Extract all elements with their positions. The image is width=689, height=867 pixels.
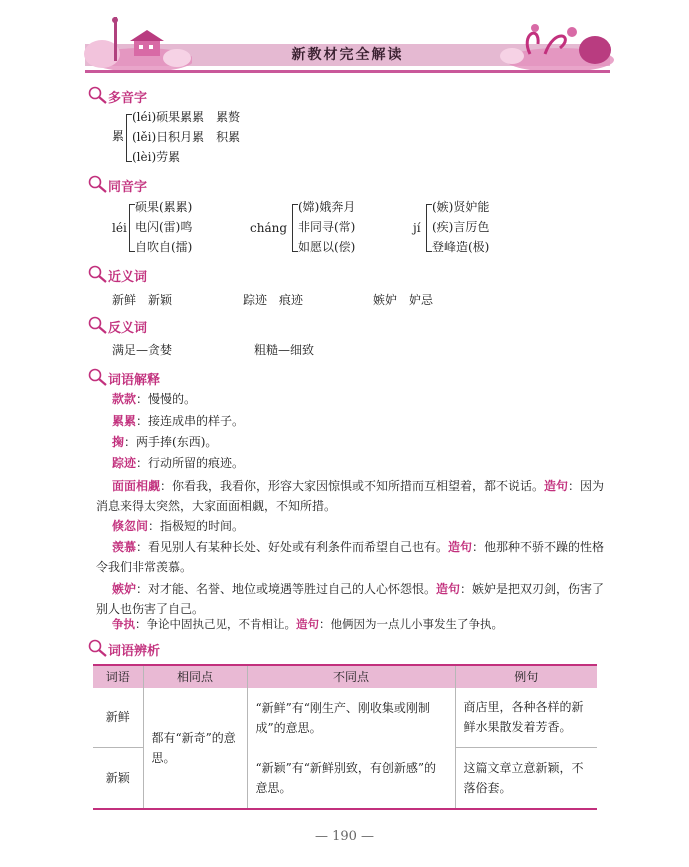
table-example: 商店里，各种各样的新鲜水果散发着芳香。 — [455, 688, 597, 747]
table-same: 都有“新奇”的意思。 — [143, 688, 247, 808]
table-word: 新鲜 — [93, 688, 143, 747]
header-title: 新教材完全解读 — [291, 47, 404, 63]
magnifier-icon — [88, 367, 108, 387]
table-top-rule — [93, 664, 597, 666]
table-diff: “新鲜”有“刚生产、刚收集或刚制成”的意思。 — [247, 688, 455, 747]
magnifier-icon — [88, 315, 108, 335]
explanation-item: 倏忽间：指极短的时间。 — [112, 519, 245, 533]
section-title: 同音字 — [108, 180, 148, 195]
homophone-item: 非同寻(常) — [298, 220, 356, 234]
section-title: 多音字 — [108, 91, 148, 106]
table-header: 词语 — [93, 665, 143, 688]
explanation-item: 争执：争论中固执己见，不肯相让。造句：他俩因为一点儿小事发生了争执。 — [112, 617, 503, 631]
table-header: 例句 — [455, 665, 597, 688]
word-analysis-table — [93, 665, 597, 808]
homophone-item: (嫦)娥奔月 — [298, 200, 356, 214]
homophone-item: (疾)言厉色 — [432, 220, 490, 234]
table-row — [93, 688, 597, 747]
synonym-pair: 嫉妒 妒忌 — [373, 293, 434, 307]
polyphonic-row: (léi)硕果累累 累赘 — [132, 110, 241, 124]
table-header: 不同点 — [247, 665, 455, 688]
magnifier-icon — [88, 85, 108, 105]
header-right-illustration — [500, 14, 615, 70]
section-title: 近义词 — [108, 270, 148, 285]
explanation-item: 踪迹：行动所留的痕迹。 — [112, 456, 245, 470]
homophone-pinyin: cháng — [250, 221, 288, 235]
section-title: 词语解释 — [108, 373, 161, 388]
homophone-pinyin: jí — [413, 221, 421, 235]
synonym-pair: 踪迹 痕迹 — [243, 293, 304, 307]
explanation-item: 面面相觑：你看我，我看你，形容大家因惊惧或不知所措而互相望着，都不说话。造句：因为消息来得太突然，大家面面相觑，不知所措。 — [96, 479, 605, 513]
homophone-item: 如愿以(偿) — [298, 240, 356, 254]
explanation-item: 嫉妒：对才能、名誉、地位或境遇等胜过自己的人心怀怨恨。造句：嫉妒是把双刃剑，伤害了别人也伤害了自己。 — [96, 582, 605, 616]
antonym-pair: 粗糙—细致 — [254, 343, 315, 357]
table-header-row — [93, 665, 597, 688]
section-title: 反义词 — [108, 321, 148, 336]
section-title: 词语辨析 — [108, 644, 161, 659]
explanation-item: 累累：接连成串的样子。 — [112, 414, 245, 428]
polyphonic-char: 累 — [112, 129, 125, 143]
table-bottom-rule — [93, 808, 597, 810]
explanation-item: 掬：两手捧(东西)。 — [112, 435, 218, 449]
antonym-pair: 满足—贪婪 — [112, 343, 173, 357]
header-underline — [85, 70, 610, 73]
homophone-item: 电闪(雷)鸣 — [135, 220, 193, 234]
polyphonic-row: (lèi)劳累 — [132, 150, 181, 164]
page-number: — 190 — — [314, 829, 375, 844]
table-diff: “新颖”有“新鲜别致，有创新感”的意思。 — [247, 747, 455, 808]
homophone-pinyin: léi — [112, 221, 127, 235]
polyphonic-row: (lěi)日积月累 积累 — [132, 130, 241, 144]
explanation-item: 款款：慢慢的。 — [112, 392, 197, 406]
table-word: 新颖 — [105, 770, 130, 785]
explanation-item: 羡慕：看见别人有某种长处、好处或有利条件而希望自己也有。造句：他那种不骄不躁的性格令我们非常羡慕。 — [96, 540, 605, 574]
magnifier-icon — [88, 174, 108, 194]
magnifier-icon — [88, 264, 108, 284]
table-example: 这篇文章立意新颖，不落俗套。 — [455, 747, 597, 808]
homophone-item: 登峰造(极) — [432, 240, 490, 254]
table-header: 相同点 — [143, 665, 247, 688]
homophone-item: (嫉)贤妒能 — [432, 200, 490, 214]
homophone-item: 自吹自(擂) — [135, 240, 193, 254]
homophone-item: 硕果(累累) — [135, 200, 193, 214]
header-left-illustration — [82, 14, 192, 70]
synonym-pair: 新鲜 新颖 — [112, 293, 173, 307]
magnifier-icon — [88, 638, 108, 658]
